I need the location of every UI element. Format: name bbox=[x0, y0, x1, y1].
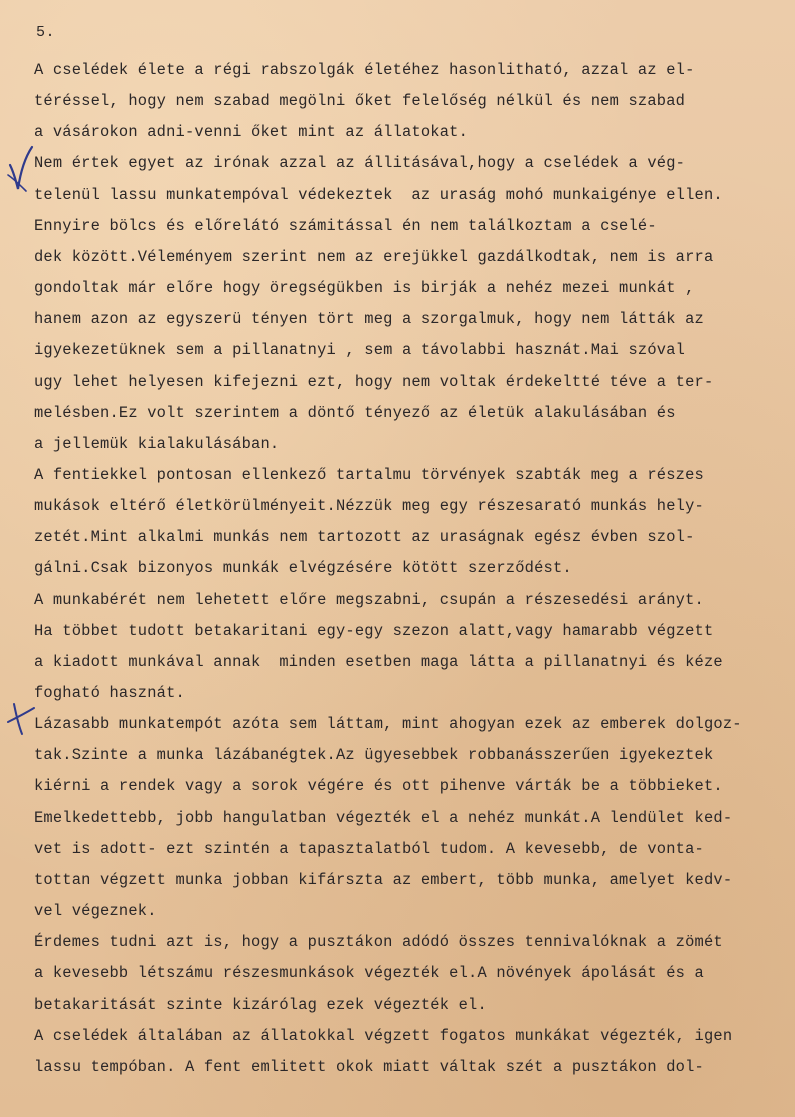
text-line: Ennyire bölcs és előrelátó számitással én nem találkoztam a cselé- bbox=[34, 216, 657, 235]
text-line: a kiadott munkával annak minden esetben maga látta a pillanatnyi és kéze bbox=[34, 652, 723, 671]
text-line: Ha többet tudott betakaritani egy-egy szezon alatt,vagy hamarabb végzett bbox=[34, 621, 714, 640]
text-line: A cselédek élete a régi rabszolgák életéhez hasonlitható, azzal az el- bbox=[34, 61, 695, 79]
text-line: igyekezetüknek sem a pillanatnyi , sem a távolabbi hasznát.Mai szóval bbox=[34, 341, 686, 360]
text-line: Emelkedettebb, jobb hangulatban végezték el a nehéz munkát.A lendület ked- bbox=[34, 808, 733, 827]
text-line: dek között.Véleményem szerint nem az erejükkel gazdálkodtak, nem is arra bbox=[34, 247, 714, 266]
text-line: kiérni a rendek vagy a sorok végére és ott pihenve várták be a többieket. bbox=[34, 777, 723, 796]
text-line: tak.Szinte a munka lázábanégtek.Az ügyesebbek robbanásszerűen igyekeztek bbox=[34, 746, 714, 765]
text-line: telenül lassu munkatempóval védekeztek az uraság mohó munkaigénye ellen. bbox=[34, 185, 723, 204]
page-number: 5. bbox=[36, 24, 56, 41]
text-line: lassu tempóban. A fent emlitett okok miatt váltak szét a pusztákon dol- bbox=[34, 1057, 704, 1076]
text-line: a vásárokon adni-venni őket mint az állatokat. bbox=[34, 123, 469, 142]
check-mark-icon bbox=[6, 145, 36, 193]
text-line: fogható hasznát. bbox=[34, 684, 185, 702]
cross-mark-icon bbox=[6, 700, 36, 738]
text-line: betakaritását szinte kizárólag ezek végezték el. bbox=[34, 995, 487, 1014]
text-line: Nem értek egyet az irónak azzal az állitásával,hogy a cselédek a vég- bbox=[34, 154, 686, 173]
text-line: A fentiekkel pontosan ellenkező tartalmu törvények szabták meg a részes bbox=[34, 465, 704, 484]
text-line: a kevesebb létszámu részesmunkások végezték el.A növények ápolását és a bbox=[34, 964, 704, 983]
text-line: vel végeznek. bbox=[34, 902, 157, 920]
text-line: hanem azon az egyszerü tényen tört meg a szorgalmuk, hogy nem látták az bbox=[34, 310, 704, 329]
text-line: gondoltak már előre hogy öregségükben is birják a nehéz mezei munkát , bbox=[34, 279, 695, 297]
text-line: téréssel, hogy nem szabad megölni őket felelőség nélkül és nem szabad bbox=[34, 92, 686, 111]
text-line: A munkabérét nem lehetett előre megszabni, csupán a részesedési arányt. bbox=[34, 590, 704, 609]
text-line: Lázasabb munkatempót azóta sem láttam, mint ahogyan ezek az emberek dolgoz- bbox=[34, 715, 742, 734]
text-line: mukások eltérő életkörülményeit.Nézzük meg egy részesarató munkás hely- bbox=[34, 497, 704, 516]
text-line: ugy lehet helyesen kifejezni ezt, hogy nem voltak érdekeltté téve a ter- bbox=[34, 372, 714, 391]
text-line: gálni.Csak bizonyos munkák elvégzésére kötött szerződést. bbox=[34, 559, 572, 578]
text-line: a jellemük kialakulásában. bbox=[34, 434, 280, 453]
text-line: vet is adott- ezt szintén a tapasztalatból tudom. A kevesebb, de vonta- bbox=[34, 839, 704, 858]
text-line: A cselédek általában az állatokkal végzett fogatos munkákat végezték, igen bbox=[34, 1026, 733, 1045]
text-line: zetét.Mint alkalmi munkás nem tartozott az uraságnak egész évben szol- bbox=[34, 528, 695, 547]
text-line: tottan végzett munka jobban kifárszta az embert, több munka, amelyet kedv- bbox=[34, 870, 733, 889]
text-line: melésben.Ez volt szerintem a döntő tényező az életük alakulásában és bbox=[34, 403, 676, 422]
text-line: Érdemes tudni azt is, hogy a pusztákon adódó összes tennivalóknak a zömét bbox=[34, 933, 723, 952]
